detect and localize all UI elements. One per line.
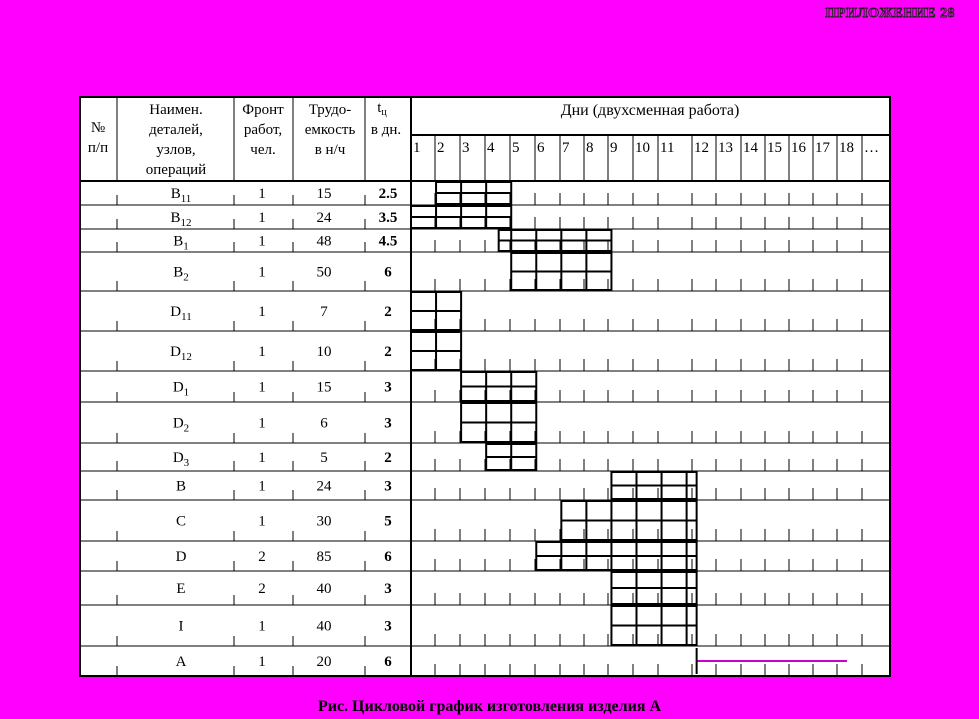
row-labor: 40 <box>316 581 332 597</box>
day-label: 13 <box>718 140 733 156</box>
row-name: B <box>175 478 187 495</box>
day-label: 6 <box>537 140 545 156</box>
row-labor: 6 <box>320 415 328 432</box>
row-front: 1 <box>258 513 266 530</box>
row-labor: 85 <box>316 549 332 565</box>
day-label: 9 <box>610 140 618 156</box>
day-label: 11 <box>660 140 675 156</box>
row-labor: 10 <box>316 344 332 360</box>
row-tc: 6 <box>384 654 392 670</box>
row-labor: 5 <box>320 450 328 466</box>
day-label: 12 <box>694 140 709 156</box>
row-tc: 4.5 <box>378 233 398 250</box>
row-tc: 2.5 <box>378 186 398 202</box>
header-no: № <box>90 120 106 136</box>
row-tc: 2 <box>384 450 392 466</box>
day-label: 14 <box>743 140 758 156</box>
header-front: чел. <box>250 142 276 158</box>
day-label: 17 <box>815 140 830 156</box>
row-tc: 3 <box>384 379 392 396</box>
row-name: $D_3$ <box>172 450 190 469</box>
row-labor: 24 <box>316 478 332 495</box>
row-labor: 20 <box>316 654 332 670</box>
row-name: E <box>176 581 186 597</box>
header-labor: емкость <box>304 122 356 138</box>
day-label: 3 <box>462 140 470 156</box>
row-labor: 15 <box>316 186 332 202</box>
header-front: работ, <box>243 122 283 138</box>
row-labor: 15 <box>316 379 332 396</box>
row-name: D <box>175 549 187 565</box>
row-tc: 6 <box>384 264 392 281</box>
row-front: 1 <box>258 304 266 320</box>
row-labor: 50 <box>316 264 332 281</box>
row-name: C <box>175 513 187 530</box>
row-tc: 3 <box>384 618 392 635</box>
day-label: 10 <box>635 140 650 156</box>
row-name: A <box>175 654 187 670</box>
header-name: операций <box>145 162 207 178</box>
row-front: 2 <box>258 549 266 565</box>
row-name: I <box>178 618 184 635</box>
row-front: 1 <box>258 264 266 281</box>
row-labor: 24 <box>316 210 332 226</box>
header-name: деталей, <box>149 122 203 138</box>
row-tc: 2 <box>384 344 392 360</box>
header-name: узлов, <box>156 142 196 158</box>
row-front: 1 <box>258 210 266 226</box>
row-front: 1 <box>258 233 266 250</box>
header-labor: в н/ч <box>314 142 346 158</box>
header-labor: Трудо- <box>308 102 352 118</box>
day-label: 2 <box>437 140 445 156</box>
header-name: Наимен. <box>149 102 203 118</box>
row-name: $B_{12}$ <box>170 210 192 229</box>
header-front: Фронт <box>242 102 284 118</box>
row-front: 1 <box>258 415 266 432</box>
row-labor: 30 <box>316 513 332 530</box>
header-tc-units: в дн. <box>370 122 402 138</box>
header-tc: $t_ц$ <box>377 100 387 118</box>
row-front: 1 <box>258 450 266 466</box>
row-front: 1 <box>258 478 266 495</box>
row-tc: 3.5 <box>378 210 398 226</box>
day-label: 8 <box>586 140 594 156</box>
day-label: 4 <box>487 140 495 156</box>
row-tc: 3 <box>384 581 392 597</box>
row-name: $D_{12}$ <box>170 344 192 363</box>
row-tc: 3 <box>384 478 392 495</box>
row-front: 2 <box>258 581 266 597</box>
row-name: $D_2$ <box>172 415 190 435</box>
row-name: $B_{11}$ <box>170 186 192 205</box>
row-tc: 3 <box>384 415 392 432</box>
row-front: 1 <box>258 654 266 670</box>
row-name: $B_2$ <box>173 264 189 284</box>
day-label: 5 <box>512 140 520 156</box>
header-no-sub: п/п <box>87 140 109 156</box>
day-label: 18 <box>839 140 854 156</box>
row-name: $B_1$ <box>173 233 189 253</box>
figure-caption: Рис. Цикловой график изготовления изделия А <box>317 698 662 715</box>
day-label: 7 <box>562 140 570 156</box>
day-label: 1 <box>413 140 421 156</box>
row-tc: 5 <box>384 513 392 530</box>
row-name: $D_{11}$ <box>170 304 192 323</box>
row-tc: 6 <box>384 549 392 565</box>
day-label: … <box>864 140 879 156</box>
appendix-label: ПРИЛОЖЕНИЕ 28 <box>825 6 955 21</box>
row-front: 1 <box>258 186 266 202</box>
row-front: 1 <box>258 618 266 635</box>
row-labor: 7 <box>320 304 328 320</box>
row-tc: 2 <box>384 304 392 320</box>
row-labor: 48 <box>316 233 332 250</box>
day-label: 15 <box>767 140 782 156</box>
days-title: Дни (двухсменная работа) <box>560 102 740 119</box>
row-name: $D_1$ <box>172 379 190 399</box>
row-labor: 40 <box>316 618 332 635</box>
row-front: 1 <box>258 379 266 396</box>
day-label: 16 <box>791 140 806 156</box>
row-front: 1 <box>258 344 266 360</box>
